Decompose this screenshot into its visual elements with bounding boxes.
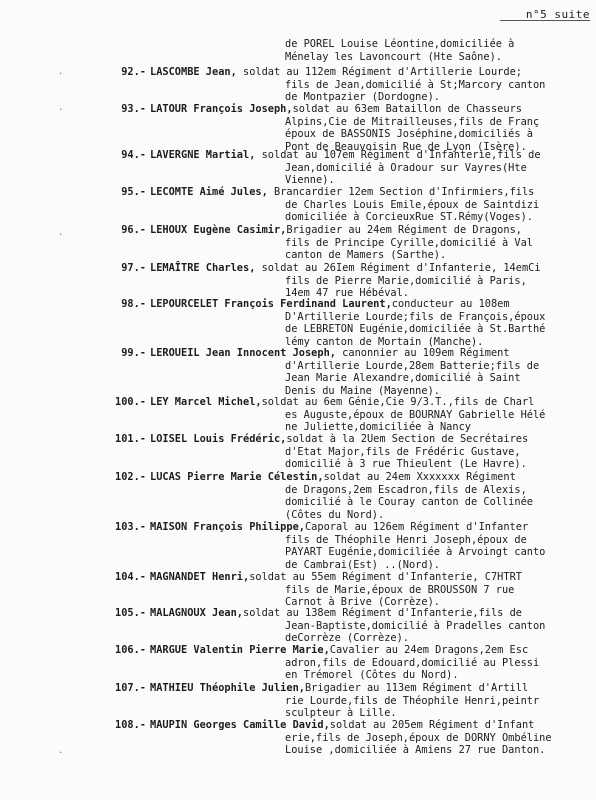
entry-name: MATHIEU Théophile Julien,	[150, 682, 305, 694]
intro-continuation	[0, 38, 514, 63]
entry-line: es Auguste,époux de BOURNAY Gabrielle Hélé	[285, 408, 546, 421]
entry-text: Cavalier au 24em Dragons,2em Esc	[329, 644, 529, 656]
entry-first-line	[150, 262, 541, 275]
entry-line: deCorrèze (Corrèze).	[285, 632, 409, 644]
entry-number: 100.-	[115, 396, 146, 408]
entry-name: MALAGNOUX Jean,	[150, 607, 243, 619]
entry-text: soldat au 55em Régiment d'Infanterie, C7HTRT	[249, 571, 522, 583]
entry-name: LOISEL Louis Frédéric,	[150, 433, 287, 445]
entry-text: Brancardier 12em Section d'Infirmiers,fils	[267, 186, 535, 198]
entry-line: canton de Mamers (Sarthe).	[285, 249, 447, 261]
entry-line: Pont de Beauvoisin Rue de Lyon (Isère).	[285, 140, 527, 153]
entry-line: de Cambrai(Est) ..(Nord).	[285, 558, 440, 571]
entry-text: soldat au 26Iem Régiment d'Infanterie, 14emCi	[255, 262, 541, 274]
entry-line: Vienne).	[285, 174, 335, 186]
entry-number: 95.-	[121, 186, 146, 198]
entry-line: Carnot à Brive (Corrèze).	[285, 596, 440, 608]
entry-first-line	[150, 607, 522, 620]
entry-text: Caporal au 126em Régiment d'Infanter	[304, 521, 529, 533]
entry-line: adron,fils de Edouard,domicilié au Plessi	[285, 656, 540, 669]
entry-number: 98.-	[121, 298, 146, 310]
entry-first-line	[150, 186, 534, 199]
entry-name: LEROUEIL Jean Innocent Joseph,	[150, 347, 336, 359]
entry-line: (Côtes du Nord).	[285, 508, 385, 521]
entry-line: PAYART Eugénie,domiciliée à Arvoingt canto	[285, 546, 546, 558]
entry-line: erie,fils de Joseph,époux de DORNY Ombéline	[285, 731, 552, 744]
entry-text: soldat au 138em Régiment d'Infanterie,fils de	[243, 607, 522, 619]
entry-number: 99.-	[121, 347, 146, 359]
entry-text: soldat au 63em Bataillon de Chasseurs	[292, 103, 522, 115]
entry-name: LECOMTE Aimé Jules,	[150, 186, 268, 198]
entry-line: Jean Marie Alexandre,domicilié à Saint	[285, 372, 521, 384]
entry-line: fils de Pierre Marie,domicilié à Paris,	[285, 274, 527, 287]
entry-first-line	[150, 298, 510, 311]
entry-line: Jean-Baptiste,domicilié à Pradelles canton	[285, 619, 546, 632]
entry-number: 108.-	[115, 719, 146, 731]
entry-line: fils de Théophile Henri Joseph,époux de	[285, 533, 527, 546]
entry-text: conducteur au 108em	[391, 298, 510, 310]
entry-number: 106.-	[115, 644, 146, 656]
entry-first-line	[150, 471, 516, 484]
entry-line: d'Artillerie Lourde,28em Batterie;fils de	[285, 359, 540, 372]
entry-first-line	[150, 521, 528, 534]
margin-mark: .	[58, 746, 64, 756]
entry-text: soldat au 107em Régiment d'Infanterie,fils de	[255, 149, 541, 161]
entry-line: époux de BASSONIS Joséphine,domiciliés à	[285, 128, 533, 140]
entry-name: MAISON François Philippe,	[150, 521, 305, 533]
entry-line: domicilié à 3 rue Thieulent (Le Havre).	[285, 458, 527, 470]
entry-number: 93.-	[121, 103, 146, 115]
entry-line: de Charles Louis Emile,époux de Saintdizi	[285, 198, 540, 211]
entry-name: MARGUE Valentin Pierre Marie,	[150, 644, 330, 656]
entry-line: de Dragons,2em Escadron,fils de Alexis,	[285, 483, 527, 496]
entry-line: en Trémorel (Côtes du Nord).	[285, 669, 459, 681]
entry-first-line	[150, 396, 534, 409]
entry-number: 105.-	[115, 607, 146, 619]
entry-line: de Montpazier (Dordogne).	[285, 91, 440, 103]
entry-name: LATOUR François Joseph,	[150, 103, 293, 115]
entry-text: soldat à la 2Uem Section de Secrétaires	[286, 433, 529, 445]
entry-first-line	[150, 149, 541, 162]
entry-line: D'Artillerie Lourde;fils de François,époux	[285, 310, 546, 323]
entry-number: 104.-	[115, 571, 146, 583]
entry-name: LEY Marcel Michel,	[150, 396, 262, 408]
entry-line: sculpteur à Lille.	[285, 707, 397, 719]
margin-mark: .	[58, 67, 64, 77]
entry-name: MAUPIN Georges Camille David,	[150, 719, 330, 731]
entry-line: 14em 47 rue Hébéval.	[285, 287, 409, 299]
header-rule	[500, 20, 590, 21]
entry-line: fils de Jean,domicilié à St;Marcory canton	[285, 78, 546, 91]
intro-line: de POREL Louise Léontine,domiciliée à	[285, 38, 515, 50]
entry-first-line	[150, 719, 534, 732]
entry-text: canonnier au 109em Régiment	[335, 347, 510, 359]
entry-number: 101.-	[115, 433, 146, 445]
entry-text: soldat au 112em Régiment d'Artillerie Lourde;	[236, 66, 522, 78]
entry-name: MAGNANDET Henri,	[150, 571, 250, 583]
entry-line: Alpins,Cie de Mitrailleuses,fils de Franç	[285, 115, 540, 128]
entry-text: soldat au 24em Xxxxxxx Régiment	[323, 471, 516, 483]
entry-line: de LEBRETON Eugénie,domiciliée à St.Barthé	[285, 323, 546, 335]
entry-number: 103.-	[115, 521, 146, 533]
entry-name: LEMAÎTRE Charles,	[150, 262, 256, 274]
entry-line: domicilié à le Couray canton de Collinée	[285, 496, 533, 508]
entry-name: LAVERGNE Martial,	[150, 149, 256, 161]
entry-text: Brigadier au 113em Régiment d'Artill	[304, 682, 529, 694]
entry-line: fils de Marie,époux de BROUSSON 7 rue	[285, 583, 515, 596]
entry-number: 97.-	[121, 262, 146, 274]
entry-first-line	[150, 103, 522, 116]
entry-text: soldat au 6em Génie,Cie 9/3.T.,fils de Charl	[261, 396, 535, 408]
margin-mark: .	[58, 228, 64, 238]
entry-line: fils de Principe Cyrille,domicilié à Val	[285, 236, 533, 249]
entry-name: LEPOURCELET François Ferdinand Laurent,	[150, 298, 392, 310]
entry-text: Brigadier au 24em Régiment de Dragons,	[286, 224, 522, 236]
entry-first-line	[150, 571, 522, 584]
entry-line: domiciliée à CorcieuxRue ST.Rémy(Voges).	[285, 211, 533, 223]
entry-line: lémy canton de Mortain (Manche).	[285, 335, 484, 348]
entry-first-line	[150, 66, 522, 79]
page-mark: n°5 suite	[525, 8, 590, 21]
entry-name: LUCAS Pierre Marie Célestin,	[150, 471, 324, 483]
entry-first-line	[150, 682, 528, 695]
entry-number: 102.-	[115, 471, 146, 483]
entry-text: soldat au 205em Régiment d'Infant	[329, 719, 535, 731]
entry-line: d'Etat Major,fils de Frédéric Gustave,	[285, 445, 521, 458]
entry-name: LASCOMBE Jean,	[150, 66, 237, 78]
entry-line: Jean,domicilié à Oradour sur Vayres(Hte	[285, 161, 527, 174]
entry-line: rie Lourde,fils de Théophile Henri,peintr	[285, 694, 540, 707]
entry-first-line	[150, 433, 528, 446]
entry-first-line	[150, 644, 528, 657]
margin-mark: .	[58, 103, 64, 113]
intro-line: Ménelay les Lavoncourt (Hte Saône).	[285, 50, 502, 63]
entry-name: LEHOUX Eugène Casimir,	[150, 224, 287, 236]
entry-line: Louise ,domiciliée à Amiens 27 rue Danton.	[285, 744, 546, 756]
entry-number: 92.-	[121, 66, 146, 78]
entry-number: 96.-	[121, 224, 146, 236]
entry-first-line	[150, 224, 522, 237]
entry-first-line	[150, 347, 510, 360]
entry-line: Denis du Maine (Mayenne).	[285, 384, 440, 397]
entry-number: 94.-	[121, 149, 146, 161]
entry-line: ne Juliette,domiciliée à Nancy	[285, 421, 471, 433]
entry-number: 107.-	[115, 682, 146, 694]
